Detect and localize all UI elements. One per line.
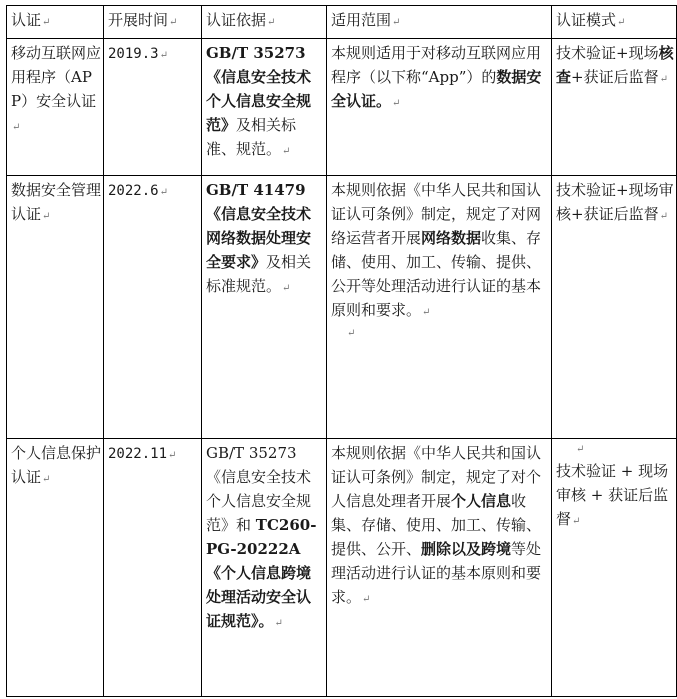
cert-date-cell: 2019.3↵ — [104, 39, 202, 176]
text-run: 技术验证 + 现场审核 + 获证后监督 — [556, 462, 669, 528]
cert-basis-cell: GB/T 35273《信息安全技术 个人信息安全规范》及相关标准、规范。↵ — [202, 39, 327, 176]
table-row — [7, 39, 677, 176]
cert-mode-cell: 技术验证+现场核查+获证后监督↵ — [552, 39, 677, 176]
text-run: 技术验证+现场审核+获证后监督 — [556, 181, 674, 223]
cert-basis-cell: GB/T 35273《信息安全技术 个人信息安全规范》和 TC260-PG-20222A《个人信息跨境处理活动安全认证规范》。↵ — [202, 439, 327, 697]
text-run: 收集、存储、使用、加工、传输、提供、公开、 — [331, 492, 542, 558]
header-row — [7, 6, 677, 39]
paragraph-mark: ↵ — [576, 444, 585, 455]
text-run: 删除以及跨境 — [421, 540, 512, 558]
header-cell-mode: 认证模式↵ — [552, 6, 677, 39]
text-run: 本规则依据《中华人民共和国认证认可条例》制定，规定了对个人信息处理者开展 — [331, 444, 542, 510]
header-cell-scope: 适用范围↵ — [327, 6, 552, 39]
text-run: GB/T 41479《信息安全技术 网络数据处理安全要求》 — [206, 181, 312, 271]
text-run: TC260-PG-20222A《个人信息跨境处理活动安全认证规范》。 — [206, 516, 317, 630]
table-row — [7, 176, 677, 439]
text-run: 收集、存储、使用、加工、传输、提供、公开等处理活动进行认证的基本原则和要求。 — [331, 229, 542, 319]
certification-table — [6, 5, 677, 697]
header-cell-date: 开展时间↵ — [104, 6, 202, 39]
cert-scope-cell: 本规则适用于对移动互联网应用程序（以下称“App”）的数据安全认证。↵ — [327, 39, 552, 176]
cert-basis-cell: GB/T 41479《信息安全技术 网络数据处理安全要求》及相关标准规范。↵ — [202, 176, 327, 439]
text-run: 网络数据 — [421, 229, 482, 247]
cert-name-cell: 移动互联网应用程序（APP）安全认证↵ — [7, 39, 104, 176]
table-row — [7, 439, 677, 697]
cert-mode-cell: ↵ 技术验证 + 现场审核 + 获证后监督↵ — [552, 439, 677, 697]
text-run: GB/T 35273《信息安全技术 个人信息安全规范》 — [206, 44, 312, 134]
text-run: 本规则依据《中华人民共和国认证认可条例》制定，规定了对网络运营者开展 — [331, 181, 542, 247]
header-cell-basis: 认证依据↵ — [202, 6, 327, 39]
cert-date-cell: 2022.11↵ — [104, 439, 202, 697]
text-run: 技术验证+现场 — [556, 44, 659, 62]
text-run: 本规则适用于对移动互联网应用程序（以下称“App”）的 — [331, 44, 542, 86]
cert-date-cell: 2022.6↵ — [104, 176, 202, 439]
text-run: 及相关标准规范。 — [206, 253, 312, 295]
text-run: 及相关标准、规范。 — [206, 116, 297, 158]
text-run: 数据安全认证。 — [331, 68, 542, 110]
header-cell-name: 认证↵ — [7, 6, 104, 39]
cert-name-cell: 数据安全管理认证↵ — [7, 176, 104, 439]
text-run: 核查 — [556, 44, 674, 86]
text-run: 个人信息 — [451, 492, 512, 510]
text-run: +获证后监督 — [571, 68, 659, 86]
cert-mode-cell: 技术验证+现场审核+获证后监督↵ — [552, 176, 677, 439]
text-run: 等处理活动进行认证的基本原则和要求。 — [331, 540, 542, 606]
cert-scope-cell: 本规则依据《中华人民共和国认证认可条例》制定，规定了对个人信息处理者开展个人信息收集、存储、使用、加工、传输、提供、公开、删除以及跨境等处理活动进行认证的基本原则和要求。↵ — [327, 439, 552, 697]
paragraph-mark: ↵ — [347, 328, 356, 339]
cert-name-cell: 个人信息保护认证↵ — [7, 439, 104, 697]
cert-scope-cell: 本规则依据《中华人民共和国认证认可条例》制定，规定了对网络运营者开展网络数据收集、存储、使用、加工、传输、提供、公开等处理活动进行认证的基本原则和要求。↵ ↵ — [327, 176, 552, 439]
text-run: GB/T 35273《信息安全技术 个人信息安全规范》和 — [206, 444, 312, 534]
